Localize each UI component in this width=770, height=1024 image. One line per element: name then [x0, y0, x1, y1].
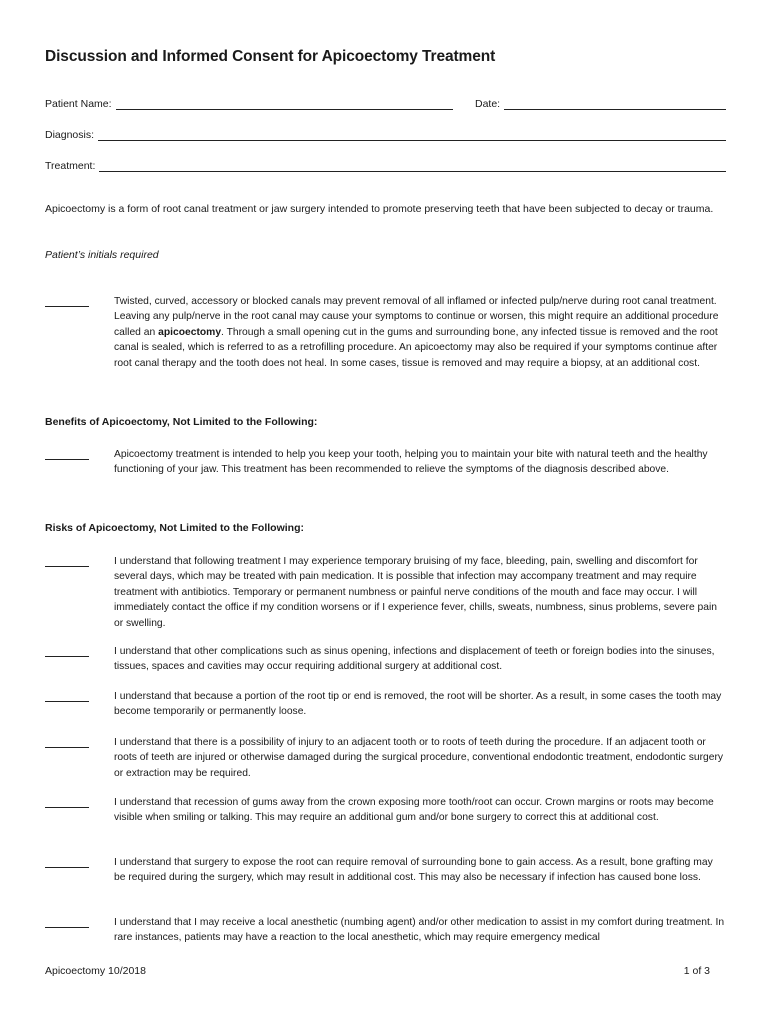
initials-blank[interactable]: [45, 644, 89, 657]
initials-note: Patient’s initials required: [45, 249, 159, 261]
risk-text: I understand that because a portion of the root tip or end is removed, the root will be shorter. As a result, in some cases the tooth may become temporarily or permanently loose.: [114, 691, 722, 718]
patient-name-field[interactable]: [45, 96, 453, 110]
risk-item: [45, 554, 727, 631]
risk-text: I understand that recession of gums away from the crown exposing more tooth/root can occur. Crown margins or roots may become visible when smiling or talking. This may require an additional gum and/or bone surgery to correct this at additional cost.: [114, 797, 714, 824]
apicoectomy-term: apicoectomy: [158, 326, 222, 338]
diagnosis-label: Diagnosis:: [45, 129, 95, 141]
procedure-text: Twisted, curved, accessory or blocked canals may prevent removal of all inflamed or infected pulp/nerve during root canal treatment. Leaving any pulp/nerve in the root canal may cause your symptoms to continue or worsen, this might require an additional procedure called an apicoectomy. Through a small opening cut in the gums and surrounding bone, any infected tissue is removed and the root canal is sealed, which is referred to as a retrofilling procedure. An apicoectomy may also be required if your symptoms continue after root canal therapy and the tooth does not heal. In some cases, tissue is removed and may require a biopsy, at an additional cost.: [114, 296, 719, 369]
risk-text: I understand that I may receive a local anesthetic (numbing agent) and/or other medication to assist in my comfort during treatment. In rare instances, patients may have a reaction to the local anesthetic, which may require emergency medical: [114, 917, 725, 944]
risk-item: [45, 644, 727, 675]
risk-text: I understand that there is a possibility of injury to an adjacent tooth or to roots of teeth during the procedure. If an adjacent tooth or roots of teeth are injured or otherwise damaged during the surgical procedure, conventional endodontic treatment, endodontic surgery or extraction may be required.: [114, 737, 724, 779]
patient-name-label: Patient Name:: [45, 98, 112, 110]
date-label: Date:: [475, 98, 501, 110]
intro-paragraph: Apicoectomy is a form of root canal treatment or jaw surgery intended to promote preserving teeth that have been subjected to decay or trauma.: [45, 203, 714, 215]
risk-item: [45, 795, 727, 826]
benefits-text: Apicoectomy treatment is intended to help you keep your tooth, helping you to maintain your bite with natural teeth and the healthy functioning of your jaw. This treatment has been recommended to relieve the symptoms of the diagnosis described above.: [114, 449, 708, 476]
risk-text: I understand that surgery to expose the root can require removal of surrounding bone to gain access. As a result, bone grafting may be required during the surgery, which may result in additional cost. This may also be necessary if infection has caused bone loss.: [114, 857, 713, 884]
risk-item: [45, 855, 727, 886]
risk-text: I understand that other complications such as sinus opening, infections and displacement of teeth or foreign bodies into the sinuses, tissues, spaces and cavities may occur requiring additional surgery at additional cost.: [114, 646, 715, 673]
initials-blank[interactable]: [45, 294, 89, 307]
initials-blank[interactable]: [45, 447, 89, 460]
initials-blank[interactable]: [45, 689, 89, 702]
treatment-label: Treatment:: [45, 160, 96, 172]
diagnosis-field[interactable]: [45, 127, 726, 141]
treatment-line[interactable]: [99, 160, 726, 172]
date-field[interactable]: [475, 96, 726, 110]
initials-blank[interactable]: [45, 735, 89, 748]
initials-blank[interactable]: [45, 795, 89, 808]
treatment-field[interactable]: [45, 158, 726, 172]
risk-item: [45, 735, 727, 781]
patient-name-line[interactable]: [116, 98, 453, 110]
diagnosis-line[interactable]: [98, 129, 726, 141]
footer-page-number: 1 of 3: [683, 965, 710, 977]
risk-item: [45, 689, 727, 720]
initials-blank[interactable]: [45, 915, 89, 928]
footer-form-version: Apicoectomy 10/2018: [45, 965, 146, 977]
benefits-heading: Benefits of Apicoectomy, Not Limited to the Following:: [45, 416, 318, 428]
procedure-item: [45, 294, 727, 371]
date-line[interactable]: [504, 98, 726, 110]
initials-blank[interactable]: [45, 554, 89, 567]
initials-blank[interactable]: [45, 855, 89, 868]
risks-heading: Risks of Apicoectomy, Not Limited to the Following:: [45, 522, 305, 534]
page-title: Discussion and Informed Consent for Apicoectomy Treatment: [45, 48, 496, 65]
risk-text: I understand that following treatment I may experience temporary bruising of my face, bleeding, pain, swelling and discomfort for several days, which may be treated with pain medication. It is possible that infection may accompany treatment and may require treatment with antibiotics. Temporary or permanent numbness or painful nerve conditions of the mouth and face may occur. I will immediately contact the office if my condition worsens or if I experience fever, chills, sweats, numbness, sinus problems, severe pain or swelling.: [114, 556, 718, 629]
benefits-item: [45, 447, 727, 478]
risk-item: [45, 915, 727, 946]
